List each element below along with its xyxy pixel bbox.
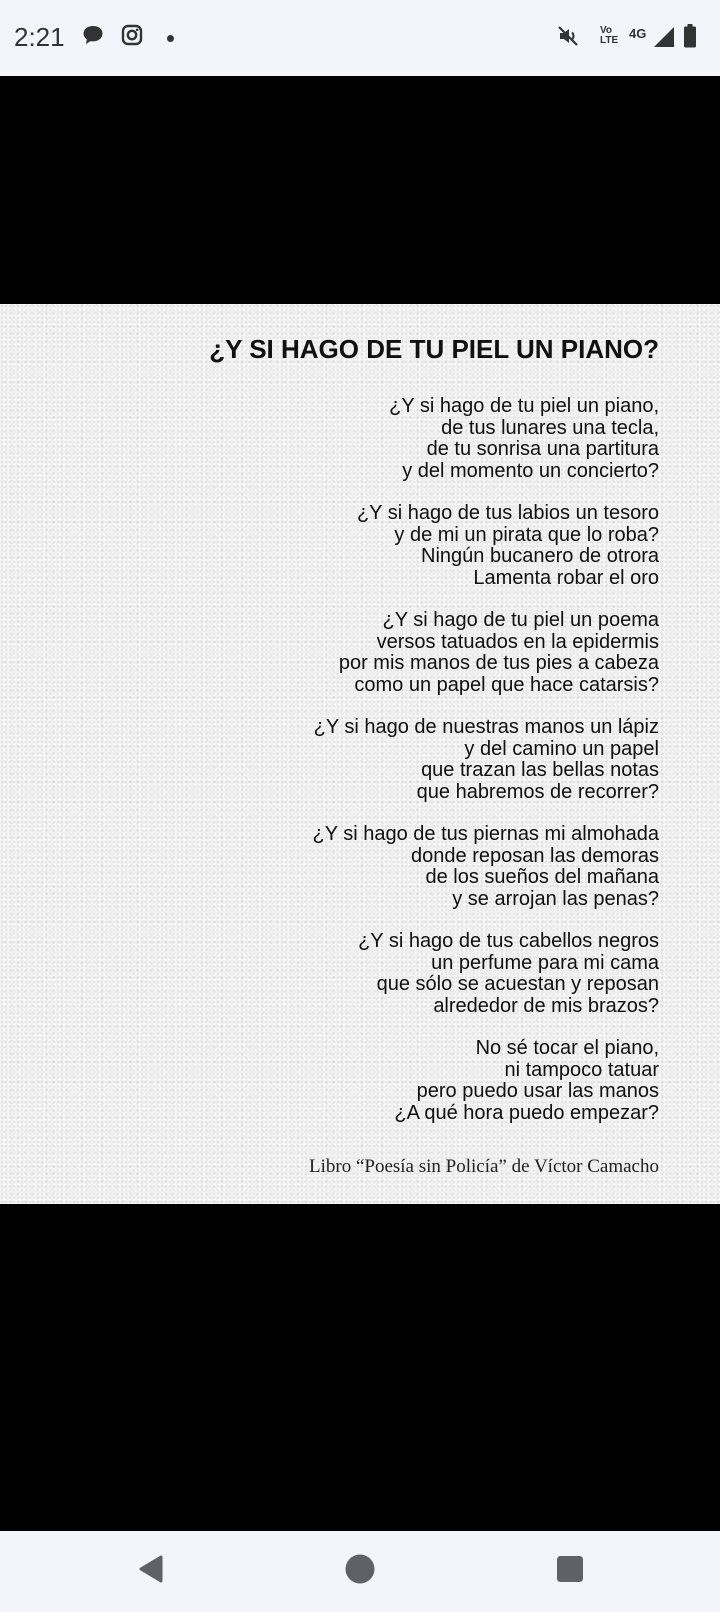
poem-line: ¿Y si hago de tus cabellos negros xyxy=(358,930,659,952)
poem-credit: Libro “Poesía sin Policía” de Víctor Camacho xyxy=(308,1156,659,1177)
mute-icon xyxy=(556,24,580,53)
poem-line: como un papel que hace catarsis? xyxy=(354,673,659,696)
poem-title: ¿Y SI HAGO DE TU PIEL UN PIANO? xyxy=(209,334,659,364)
back-button[interactable] xyxy=(135,1553,167,1590)
poem-line: que trazan las bellas notas xyxy=(421,759,659,781)
poem-line: de los sueños del mañana xyxy=(425,866,659,888)
poem-line: ¿Y si hago de tus piernas mi almohada xyxy=(312,823,659,845)
poem-line: Lamenta robar el oro xyxy=(473,566,659,589)
volte-icon: Vo LTE xyxy=(600,25,619,46)
instagram-icon xyxy=(121,24,143,51)
status-time: 2:21 xyxy=(14,22,65,52)
network-type-label: 4G xyxy=(629,26,647,41)
poem-line: de tus lunares una tecla, xyxy=(441,416,659,439)
chat-icon xyxy=(82,24,104,51)
poem-line: que habremos de recorrer? xyxy=(416,780,659,803)
stanza xyxy=(59,1038,659,1124)
poem-line: y de mi un pirata que lo roba? xyxy=(394,523,659,546)
poem-line: No sé tocar el piano, xyxy=(475,1037,659,1059)
poem-line: un perfume para mi cama xyxy=(431,951,659,974)
stanza xyxy=(59,503,659,589)
poem-line: y del momento un concierto? xyxy=(402,459,659,482)
stanza xyxy=(59,610,659,696)
poem-line: pero puedo usar las manos xyxy=(416,1080,659,1102)
poem-line: versos tatuados en la epidermis xyxy=(376,630,659,653)
poem-line: ¿Y si hago de tus labios un tesoro xyxy=(356,502,659,524)
navigation-bar xyxy=(0,1531,720,1612)
poem-line: que sólo se acuestan y reposan xyxy=(376,973,659,995)
poem-line: y del camino un papel xyxy=(464,737,659,760)
stanza xyxy=(59,931,659,1017)
battery-icon xyxy=(683,24,697,53)
poem-line: Ningún bucanero de otrora xyxy=(421,545,659,567)
poem-line: y se arrojan las penas? xyxy=(452,887,659,910)
poem-line: donde reposan las demoras xyxy=(411,844,659,867)
status-bar xyxy=(0,0,720,76)
stanza xyxy=(59,824,659,910)
home-button[interactable] xyxy=(344,1553,376,1590)
poem-line: ¿Y si hago de nuestras manos un lápiz xyxy=(313,716,659,738)
poem-line: ¿Y si hago de tu piel un poema xyxy=(382,609,659,631)
poem-line: ¿A qué hora puedo empezar? xyxy=(394,1101,659,1124)
recents-button[interactable] xyxy=(554,1553,586,1590)
notification-dot-icon xyxy=(167,35,174,42)
home-icon xyxy=(344,1553,376,1585)
poem-line: alrededor de mis brazos? xyxy=(433,994,659,1017)
stanza xyxy=(59,717,659,803)
back-icon xyxy=(135,1553,167,1585)
poem-body xyxy=(59,396,659,1145)
poem-line: por mis manos de tus pies a cabeza xyxy=(338,652,659,674)
signal-icon xyxy=(652,26,676,53)
stanza xyxy=(59,396,659,482)
poem-line: ¿Y si hago de tu piel un piano, xyxy=(389,395,659,417)
recents-icon xyxy=(554,1553,586,1585)
poem-line: ni tampoco tatuar xyxy=(504,1058,659,1081)
poem-line: de tu sonrisa una partitura xyxy=(426,438,659,460)
